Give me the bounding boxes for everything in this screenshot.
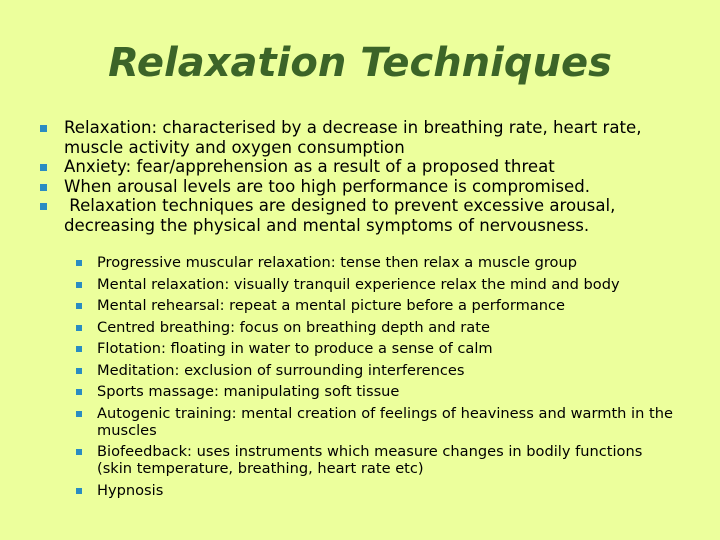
technique-text: Progressive muscular relaxation: tense then relax a muscle group bbox=[97, 254, 577, 271]
technique-text: Autogenic training: mental creation of feelings of heaviness and warmth in the muscles bbox=[97, 404, 673, 439]
technique-item bbox=[76, 297, 676, 314]
technique-item bbox=[76, 383, 676, 400]
technique-item bbox=[76, 405, 676, 439]
main-point-text: Relaxation: characterised by a decrease in breathing rate, heart rate, muscle activity and oxygen consumption bbox=[64, 118, 642, 157]
main-point bbox=[40, 196, 700, 235]
square-bullet-icon bbox=[40, 184, 47, 191]
technique-list bbox=[76, 254, 676, 503]
main-point-text: When arousal levels are too high performance is compromised. bbox=[64, 176, 591, 196]
technique-item bbox=[76, 340, 676, 357]
technique-text: Centred breathing: focus on breathing depth and rate bbox=[97, 318, 490, 336]
technique-text: Flotation: floating in water to produce a sense of calm bbox=[97, 340, 493, 357]
square-bullet-icon bbox=[76, 260, 82, 266]
square-bullet-icon bbox=[76, 488, 82, 494]
main-point bbox=[40, 177, 700, 197]
main-bullet-list bbox=[40, 118, 700, 235]
technique-text: Meditation: exclusion of surrounding interferences bbox=[97, 361, 465, 379]
square-bullet-icon bbox=[40, 203, 47, 210]
technique-text: Sports massage: manipulating soft tissue bbox=[97, 383, 400, 400]
technique-item bbox=[76, 362, 676, 379]
square-bullet-icon bbox=[76, 411, 82, 417]
square-bullet-icon bbox=[76, 368, 82, 374]
technique-text: Hypnosis bbox=[97, 481, 164, 499]
technique-item bbox=[76, 254, 676, 271]
square-bullet-icon bbox=[76, 282, 82, 288]
square-bullet-icon bbox=[40, 164, 47, 171]
square-bullet-icon bbox=[76, 303, 82, 309]
square-bullet-icon bbox=[76, 389, 82, 395]
technique-text: Mental rehearsal: repeat a mental picture before a performance bbox=[97, 297, 566, 314]
square-bullet-icon bbox=[40, 125, 47, 132]
square-bullet-icon bbox=[76, 325, 82, 331]
technique-text: Mental relaxation: visually tranquil experience relax the mind and body bbox=[97, 275, 620, 293]
technique-item bbox=[76, 443, 676, 477]
main-point-text: Relaxation techniques are designed to prevent excessive arousal, decreasing the physical and mental symptoms of nervousness. bbox=[64, 196, 621, 235]
square-bullet-icon bbox=[76, 449, 82, 455]
main-point bbox=[40, 157, 700, 177]
main-point-text: Anxiety: fear/apprehension as a result of a proposed threat bbox=[64, 157, 555, 176]
main-point bbox=[40, 118, 700, 157]
square-bullet-icon bbox=[76, 346, 82, 352]
technique-item bbox=[76, 276, 676, 293]
technique-text: Biofeedback: uses instruments which measure changes in bodily functions (skin temperature, breathing, heart rate etc) bbox=[97, 443, 643, 477]
technique-item bbox=[76, 319, 676, 336]
slide-title: Relaxation Techniques bbox=[108, 40, 612, 86]
technique-item bbox=[76, 482, 676, 499]
